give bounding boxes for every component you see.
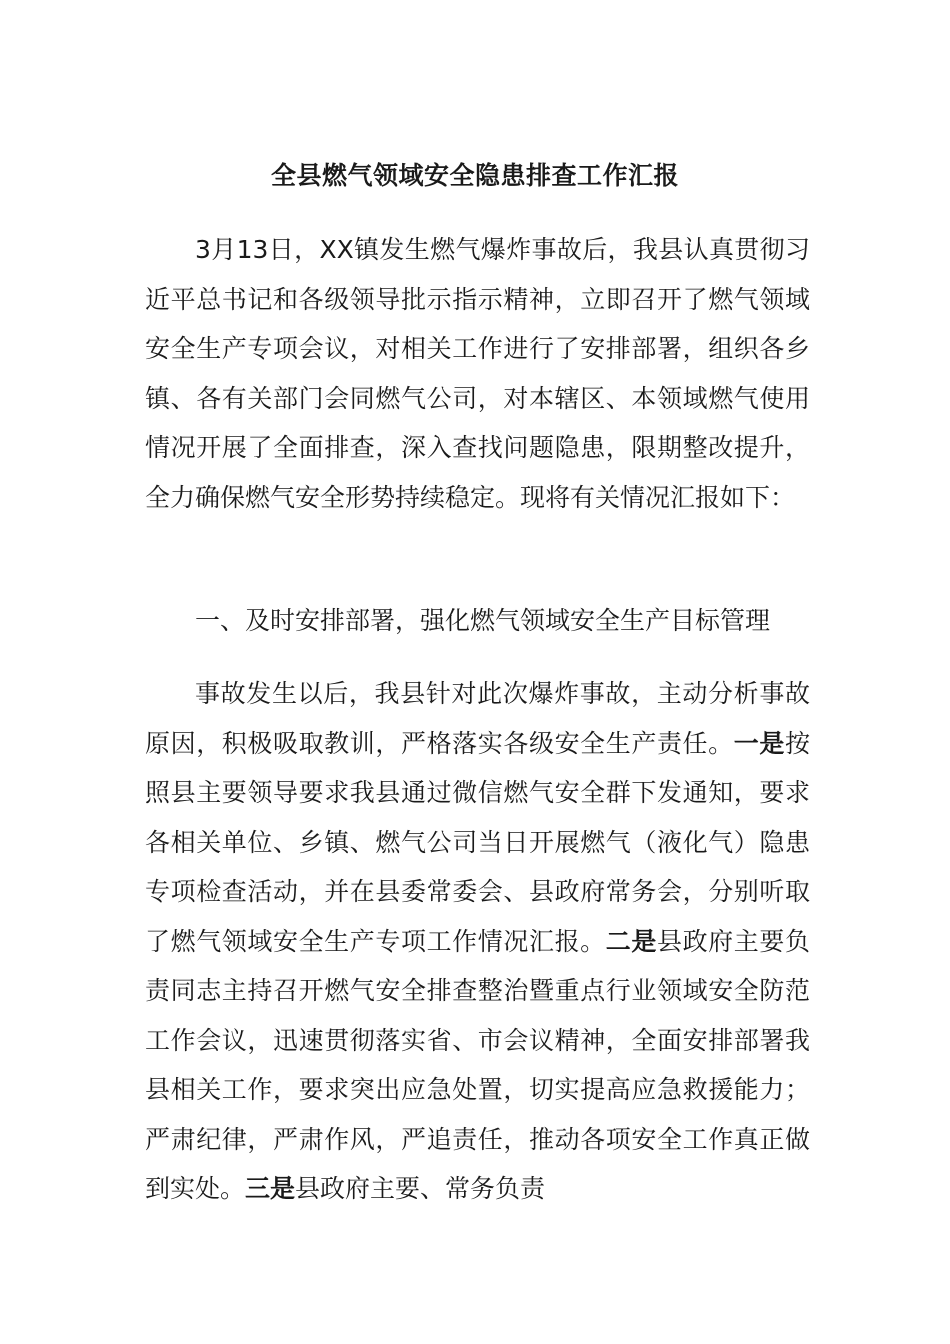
item-label-1: 一是 xyxy=(733,728,785,758)
section-heading: 一、及时安排部署，强化燃气领域安全生产目标管理 xyxy=(195,606,771,635)
item-text-3: 县政府主要、常务负责 xyxy=(295,1174,546,1203)
item-text-1: 按照县主要领导要求我县通过微信燃气安全群下发通知，要求各相关单位、乡镇、燃气公司当日开展燃气（液化气）隐患专项检查活动，并在县委常委会、县政府常务会，分别听取了燃气领域安全生产专项工作情况汇报。 xyxy=(145,728,810,956)
section-heading-block xyxy=(145,596,810,646)
intro-paragraph-block xyxy=(145,225,810,522)
item-text-2: 县政府主要负责同志主持召开燃气安全排查整治暨重点行业领域安全防范工作会议，迅速贯彻落实省、市会议精神，全面安排部署我县相关工作，要求突出应急处置，切实提高应急救援能力；严肃纪律，严肃作风，严追责任，推动各项安全工作真正做到实处。 xyxy=(145,926,810,1203)
section-paragraph xyxy=(145,669,810,1214)
document-title: 全县燃气领域安全隐患排查工作汇报 xyxy=(270,161,679,190)
item-label-3: 三是 xyxy=(245,1174,296,1203)
section-lead-text: 事故发生以后，我县针对此次爆炸事故，主动分析事故原因，积极吸取教训，严格落实各级安全生产责任。 xyxy=(145,679,810,758)
section-paragraph-block xyxy=(145,669,810,1214)
item-label-2: 二是 xyxy=(605,926,657,956)
intro-paragraph: 3月13日，XX镇发生燃气爆炸事故后，我县认真贯彻习近平总书记和各级领导批示指示精神，立即召开了燃气领域安全生产专项会议，对相关工作进行了安排部署，组织各乡镇、各有关部门会同燃气公司，对本辖区、本领域燃气使用情况开展了全面排查，深入查找问题隐患，限期整改提升，全力确保燃气安全形势持续稳定。现将有关情况汇报如下： xyxy=(145,235,810,512)
